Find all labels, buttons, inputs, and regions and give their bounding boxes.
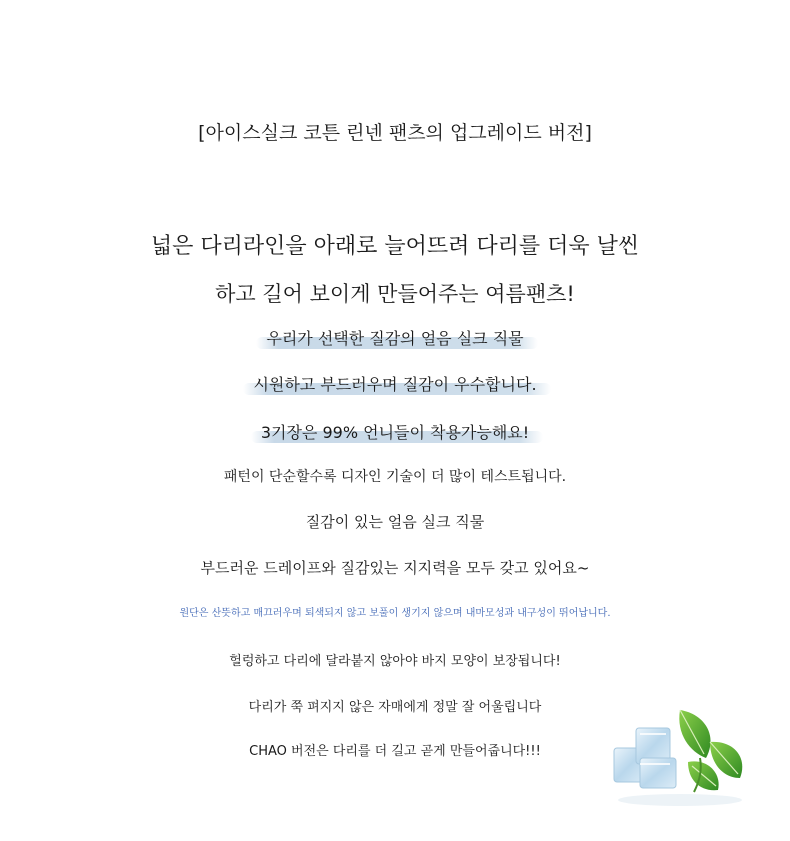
- paragraph-2: 질감이 있는 얼음 실크 직물: [305, 513, 485, 531]
- ice-cube-icon: [614, 728, 676, 788]
- highlight-2-text: 시원하고 부드러우며 질감이 우수합니다.: [249, 377, 540, 393]
- paragraph-4: 헐렁하고 다리에 달라붙지 않아야 바지 모양이 보장됩니다!: [229, 654, 561, 669]
- paragraph-3: 부드러운 드레이프와 질감있는 지지력을 모두 갖고 있어요~: [200, 559, 590, 577]
- headline-line-2: 하고 길어 보이게 만들어주는 여름팬츠!: [215, 282, 575, 306]
- highlight-3: [0, 425, 790, 441]
- paragraph-6: CHAO 버전은 다리를 더 길고 곧게 만들어줍니다!!!: [249, 744, 541, 759]
- highlight-2: [0, 377, 790, 393]
- mint-leaf-icon: [679, 710, 742, 792]
- ice-and-mint-image: [610, 700, 750, 810]
- highlight-1-text: 우리가 선택한 질감의 얼음 실크 직물: [262, 331, 527, 347]
- highlight-3-text: 3기장은 99% 언니들이 착용가능해요!: [257, 425, 533, 441]
- paragraph-1: 패턴이 단순할수록 디자인 기술이 더 많이 테스트됩니다.: [223, 469, 567, 485]
- page-title: [아이스실크 코튼 린넨 팬츠의 업그레이드 버전]: [198, 122, 592, 144]
- fabric-note: 원단은 산뜻하고 매끄러우며 퇴색되지 않고 보풀이 생기지 않으며 내마모성과 내구성이 뛰어납니다.: [179, 608, 611, 619]
- shadow-reflection: [618, 794, 742, 806]
- highlight-1: [0, 331, 790, 347]
- headline-line-1: 넓은 다리라인을 아래로 늘어뜨려 다리를 더욱 날씬: [150, 234, 640, 259]
- paragraph-5: 다리가 쭉 펴지지 않은 자매에게 정말 잘 어울립니다: [248, 700, 542, 715]
